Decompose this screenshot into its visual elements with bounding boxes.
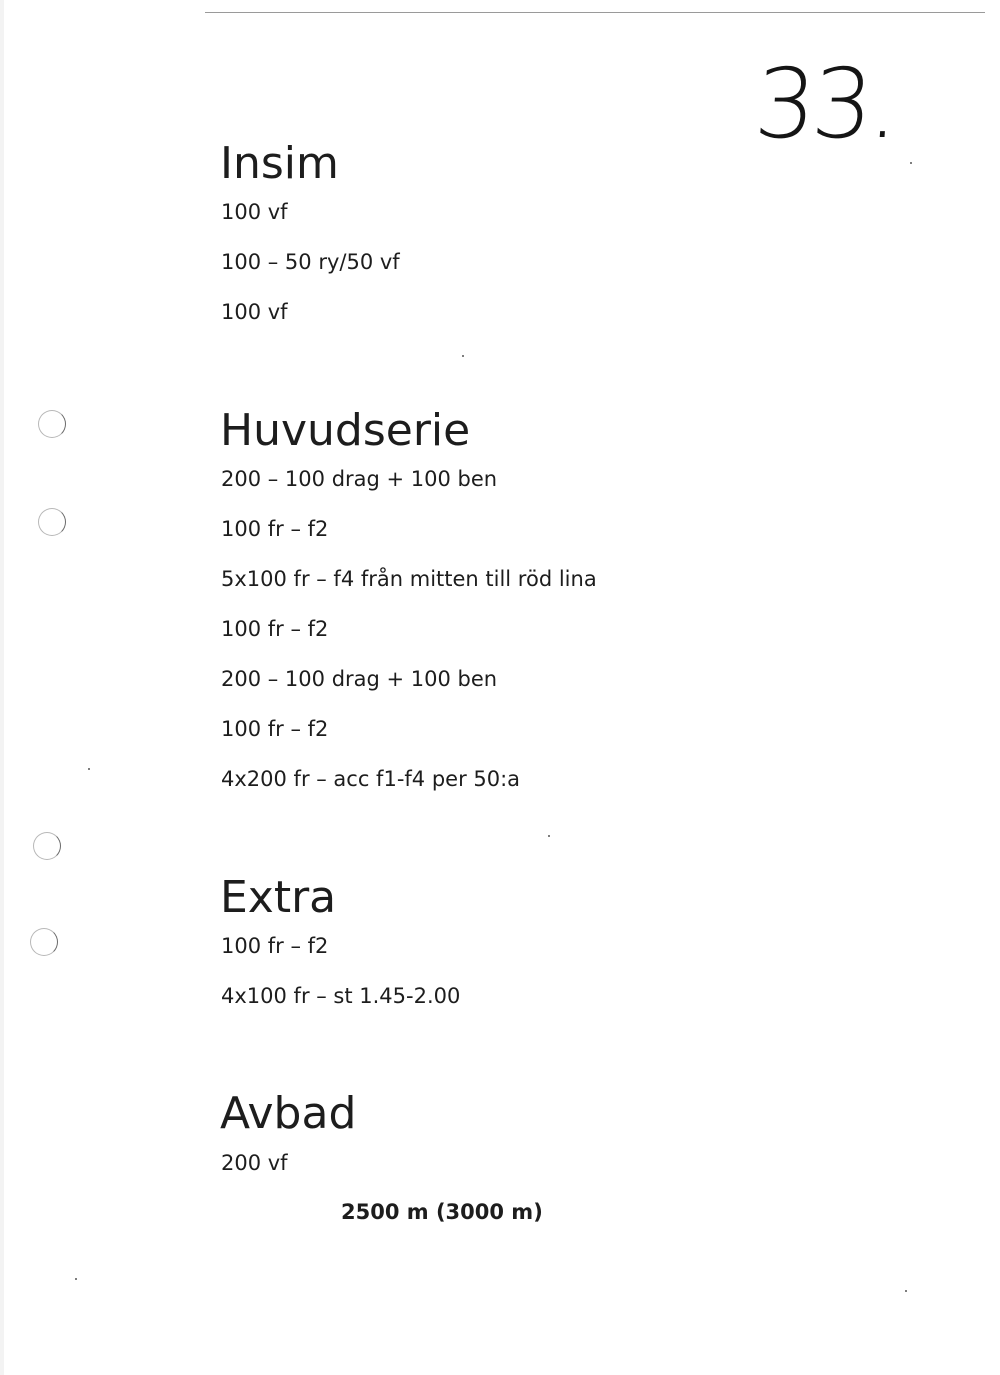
workout-item: 4x200 fr – acc f1-f4 per 50:a <box>221 767 521 791</box>
workout-item: 5x100 fr – f4 från mitten till röd lina <box>221 567 597 591</box>
binder-hole <box>38 410 66 438</box>
workout-item: 4x100 fr – st 1.45-2.00 <box>221 984 461 1008</box>
workout-item: 100 fr – f2 <box>221 617 329 641</box>
scan-speck <box>910 162 912 164</box>
workout-item: 200 – 100 drag + 100 ben <box>221 467 498 491</box>
workout-item: 100 vf <box>221 300 288 324</box>
workout-item: 200 vf <box>221 1151 288 1175</box>
workout-item: 100 fr – f2 <box>221 717 329 741</box>
scan-speck <box>462 355 464 357</box>
scan-speck <box>75 1278 77 1280</box>
workout-item: 100 – 50 ry/50 vf <box>221 250 400 274</box>
section-title-extra: Extra <box>220 872 337 923</box>
section-title-avbad: Avbad <box>220 1088 357 1139</box>
scan-speck <box>905 1290 907 1292</box>
workout-item: 200 – 100 drag + 100 ben <box>221 667 498 691</box>
workout-item: 100 fr – f2 <box>221 517 329 541</box>
section-title-huvudserie: Huvudserie <box>220 405 471 456</box>
section-title-insim: Insim <box>220 138 339 189</box>
workout-item: 100 fr – f2 <box>221 934 329 958</box>
workout-item: 100 vf <box>221 200 288 224</box>
page-left-edge <box>0 0 4 1375</box>
binder-hole <box>33 832 61 860</box>
handwritten-page-number: 33. <box>751 48 900 160</box>
top-rule <box>205 12 985 13</box>
binder-hole <box>30 928 58 956</box>
binder-hole <box>38 508 66 536</box>
scan-speck <box>548 835 550 837</box>
total-distance: 2500 m (3000 m) <box>341 1200 543 1224</box>
scan-speck <box>88 768 90 770</box>
